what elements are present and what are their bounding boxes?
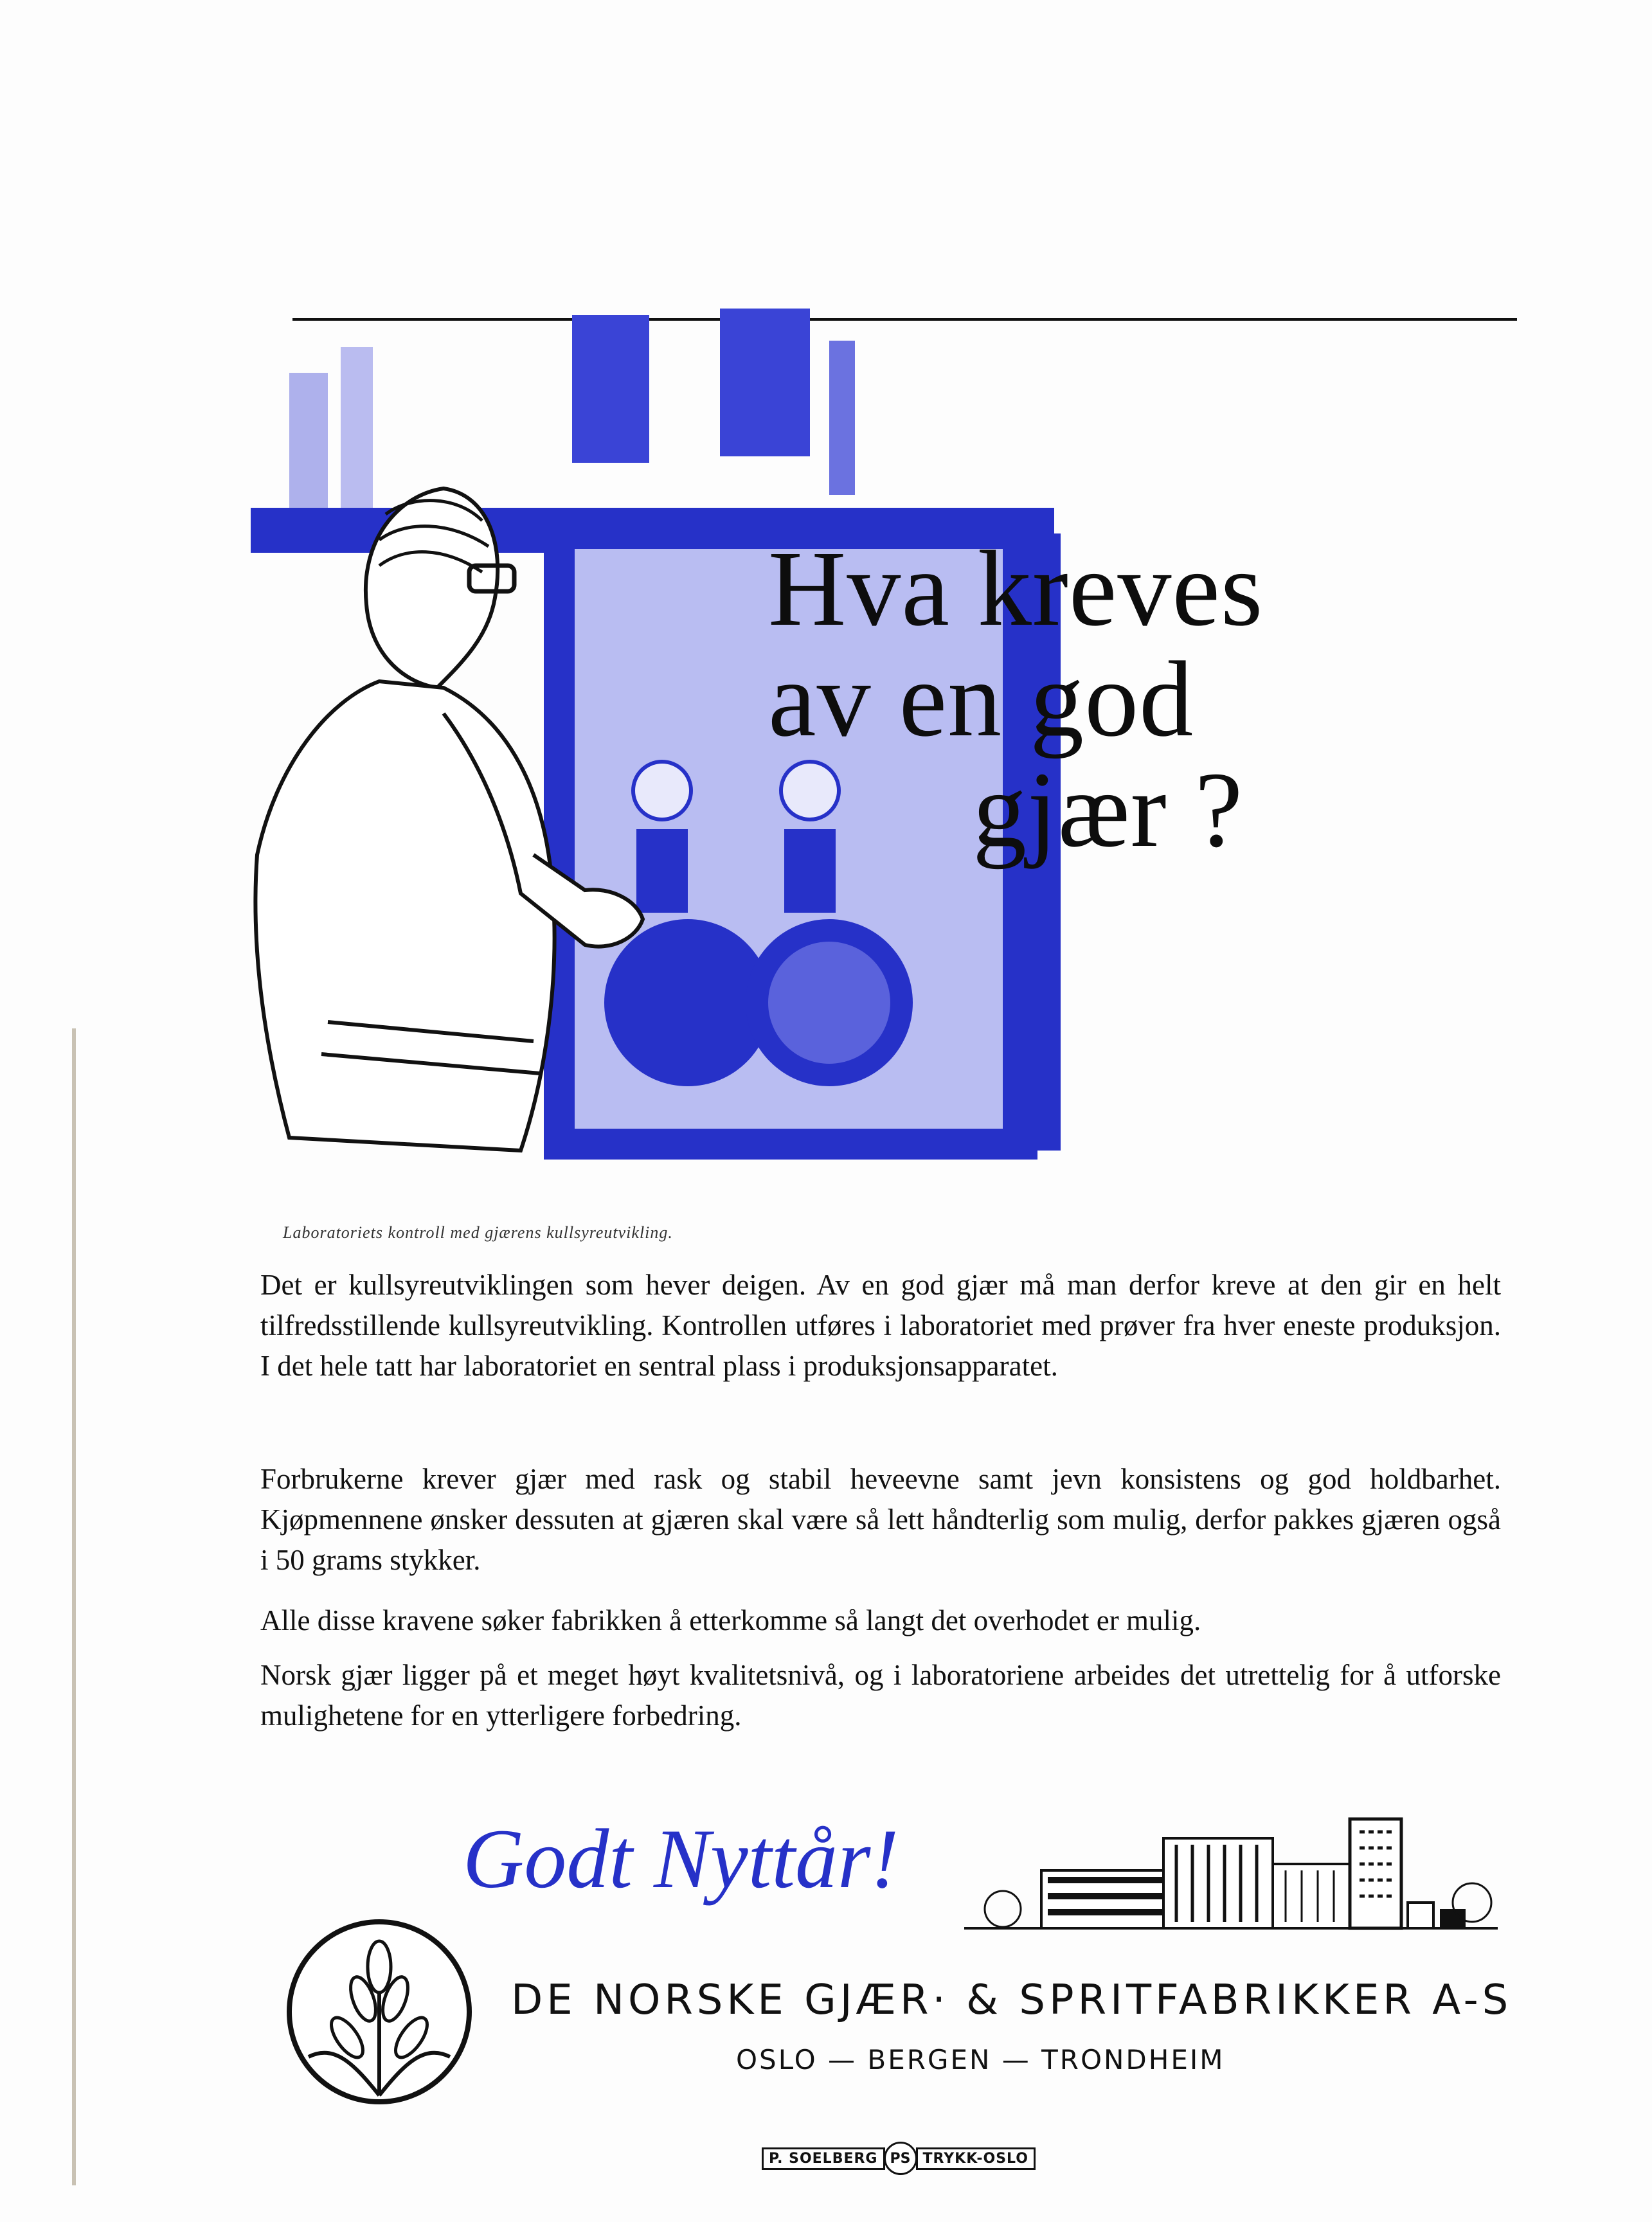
wheat-emblem-logo xyxy=(283,1915,476,2108)
printer-name: P. SOELBERG xyxy=(762,2147,885,2170)
headline-line-2: av en god xyxy=(768,640,1194,759)
headline xyxy=(768,529,1264,870)
paragraph-1: Det er kullsyreutviklingen som hever deigen. Av en god gjær må man derfor kreve at den gir en helt tilfredsstillende kullsyreutvikling. Kontrollen utføres i laboratoriet med prøver fra hver eneste produksjon. I det hele tatt har laboratoriet en sentral plass i produksjonsapparatet. xyxy=(260,1269,1501,1382)
factory-illustration xyxy=(964,1813,1498,1941)
printer-imprint xyxy=(762,2146,1036,2171)
company-name: DE NORSKE GJÆR· & SPRITFABRIKKER A-S xyxy=(511,1976,1513,2024)
printer-city: TRYKK-OSLO xyxy=(916,2147,1036,2170)
headline-line-3: gjær ? xyxy=(973,750,1244,870)
headline-line-1: Hva kreves xyxy=(768,529,1264,649)
illustration-caption: Laboratoriets kontroll med gjærens kullsyreutvikling. xyxy=(283,1223,673,1242)
paragraph-3: Alle disse kravene søker fabrikken å etterkomme så langt det overhodet er mulig. xyxy=(260,1604,1201,1636)
new-year-greeting: Godt Nyttår! xyxy=(463,1811,899,1906)
paragraph-4: Norsk gjær ligger på et meget høyt kvalitetsnivå, og i laboratoriene arbeides det utrettelig for å utforske mulighetene for en ytterligere forbedring. xyxy=(260,1659,1501,1732)
printer-logo: PS xyxy=(884,2142,917,2175)
company-cities: OSLO — BERGEN — TRONDHEIM xyxy=(736,2044,1225,2075)
paper-edge xyxy=(72,1028,76,2185)
paragraph-2: Forbrukerne krever gjær med rask og stabil heveevne samt jevn konsistens og god holdbarhet. Kjøpmennene ønsker dessuten at gjæren skal være så lett håndterlig som mulig, derfor pakkes gjæren også i 50 grams stykker. xyxy=(260,1463,1501,1576)
